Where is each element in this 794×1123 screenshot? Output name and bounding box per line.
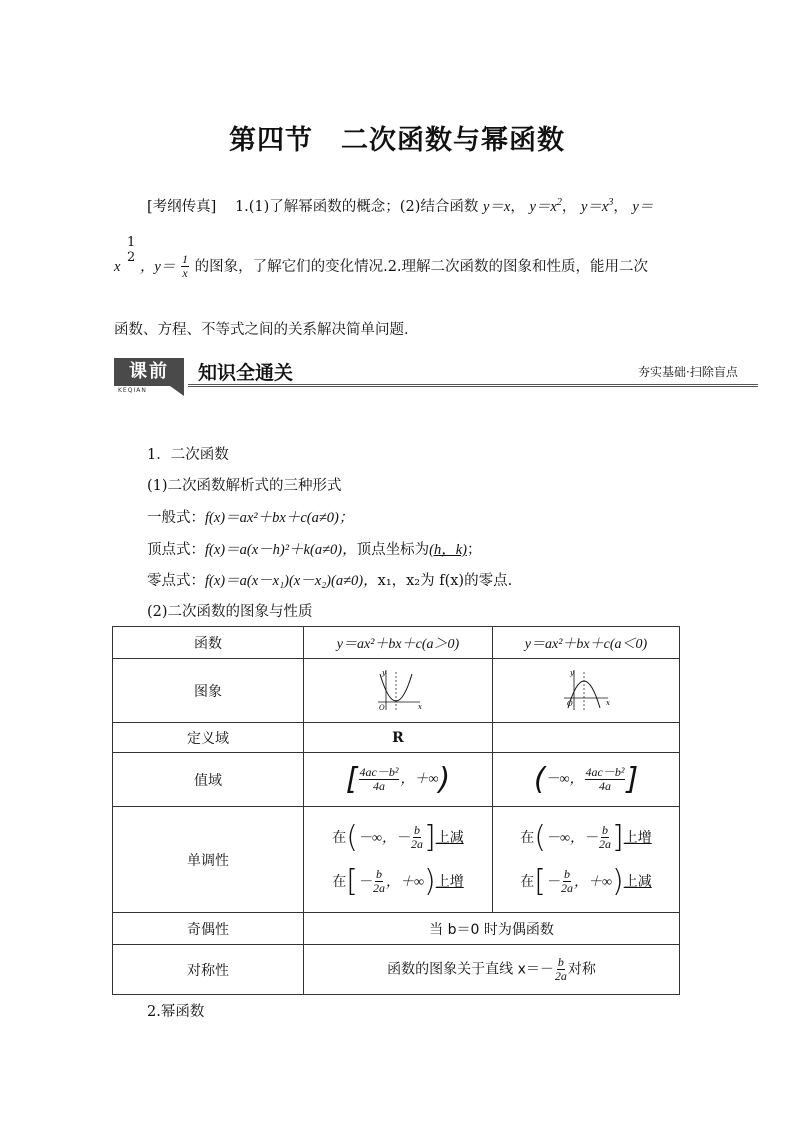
y-axis-label: y (570, 668, 574, 677)
x-axis-label: x (418, 702, 422, 711)
label-domain: 定义域 (113, 723, 304, 753)
syllabus-line-2 (114, 235, 649, 280)
banner-divider (188, 384, 758, 387)
banner-tag: 课前 (114, 358, 184, 386)
banner-tag-sub: KEQIAN (118, 387, 147, 394)
label-image: 图象 (113, 659, 304, 723)
table-row (113, 723, 680, 753)
symmetry-value: 函数的图象关于直线 x＝－ $\frac{b}{2a}$ 对称 (304, 945, 680, 995)
table-row (113, 945, 680, 995)
parabola-down-graph (560, 666, 612, 712)
range-a-pos: [ $\frac{\text{4ac－b²}}{4a}$ ，＋∞) (304, 753, 493, 807)
sub1-heading: (1)二次函数解析式的三种形式 (147, 478, 342, 494)
head-a-pos: y＝ax²＋bx＋c(a＞0) (304, 627, 493, 659)
mono-a-pos-inc: 在[－ $\frac{b}{2a}$ ，＋∞)上增 (332, 863, 464, 899)
label-symmetry: 对称性 (113, 945, 304, 995)
vertex-form: 顶点式：f(x)＝a(x－h)²＋k(a≠0)，顶点坐标为(h，k)； (147, 542, 482, 558)
graph-up-cell (304, 659, 493, 723)
banner-title: 知识全通关 (198, 362, 294, 384)
domain-value: R (304, 723, 493, 753)
func-y-x: y＝x (482, 199, 511, 215)
mono-a-neg-inc: 在(－∞，－ $\frac{b}{2a}$ ]上增 (520, 819, 652, 855)
graph-down-cell (493, 659, 680, 723)
syllabus-line-1: [考纲传真] 1.(1)了解幂函数的概念；(2)结合函数 y＝x， $y=x^2$， $y=x^3$， y＝ (147, 197, 654, 215)
table-row (113, 753, 680, 807)
table-row (113, 807, 680, 913)
recip-frac: $\frac{1}{x}$ (181, 252, 188, 280)
page-title: 第四节 二次函数与幂函数 (229, 125, 565, 156)
mono-a-pos-dec: 在(－∞，－ $\frac{b}{2a}$ ]上减 (332, 819, 464, 855)
zero-form: 零点式：f(x)＝a(x－x₁)(x－x₂)(a≠0)，x₁，x₂为 f(x)的零点. (147, 573, 513, 589)
syllabus-line-3: 函数、方程、不等式之间的关系解决简单问题． (114, 322, 419, 338)
x-base: x (114, 258, 121, 275)
syllabus-tag: [考纲传真] (147, 199, 217, 215)
table-row (113, 659, 680, 723)
syllabus-text-1: 1.(1)了解幂函数的概念；(2)结合函数 (234, 199, 479, 215)
func-y-x2: $y=x^2$ (529, 197, 562, 215)
quadratic-properties-table (112, 626, 680, 995)
half-num: 1 (127, 235, 136, 250)
label-parity: 奇偶性 (113, 913, 304, 945)
sub2-heading: (2)二次函数的图象与性质 (147, 604, 313, 620)
label-range: 值域 (113, 753, 304, 807)
y-eq: ，y＝ (139, 258, 176, 275)
section2-heading: 2.幂函数 (147, 1004, 205, 1020)
table-row (113, 913, 680, 945)
vertex-coord: (h，k) (429, 542, 467, 558)
domain-value-empty (493, 723, 680, 753)
banner-tag-tail (170, 386, 184, 396)
mono-a-neg-dec: 在[－ $\frac{b}{2a}$ ，＋∞)上减 (520, 863, 652, 899)
parity-value: 当 b＝0 时为偶函数 (304, 913, 680, 945)
banner-right: 夯实基础·扫除盲点 (638, 365, 738, 379)
general-formula: f(x)＝ax²＋bx＋c(a≠0)； (205, 510, 354, 526)
func-y-x3: $y=x^3$ (580, 197, 614, 215)
vertex-formula: f(x)＝a(x－h)²＋k(a≠0)， (205, 542, 357, 558)
mono-a-pos (304, 807, 493, 913)
x-axis-label: x (606, 698, 610, 707)
head-func: 函数 (113, 627, 304, 659)
y-axis-label: y (382, 668, 386, 677)
table-row (113, 627, 680, 659)
mono-a-neg (493, 807, 680, 913)
half-den: 2 (127, 250, 136, 265)
syllabus-text-2: 的图象，了解它们的变化情况.2.理解二次函数的图象和性质，能用二次 (194, 258, 649, 275)
section1-heading: 1．二次函数 (147, 447, 229, 463)
zero-formula: f(x)＝a(x－x₁)(x－x₂)(a≠0)， (205, 573, 378, 589)
label-monotonicity: 单调性 (113, 807, 304, 913)
head-a-neg: y＝ax²＋bx＋c(a＜0) (493, 627, 680, 659)
origin-label: O (567, 699, 573, 708)
range-a-neg: (－∞， $\frac{\text{4ac－b²}}{4a}$ ] (493, 753, 680, 807)
general-form: 一般式：f(x)＝ax²＋bx＋c(a≠0)； (147, 510, 354, 526)
func-y-eq: y＝ (632, 199, 654, 215)
origin-label: O (379, 703, 385, 712)
half-exponent (127, 235, 135, 265)
parabola-up-graph (372, 666, 424, 712)
